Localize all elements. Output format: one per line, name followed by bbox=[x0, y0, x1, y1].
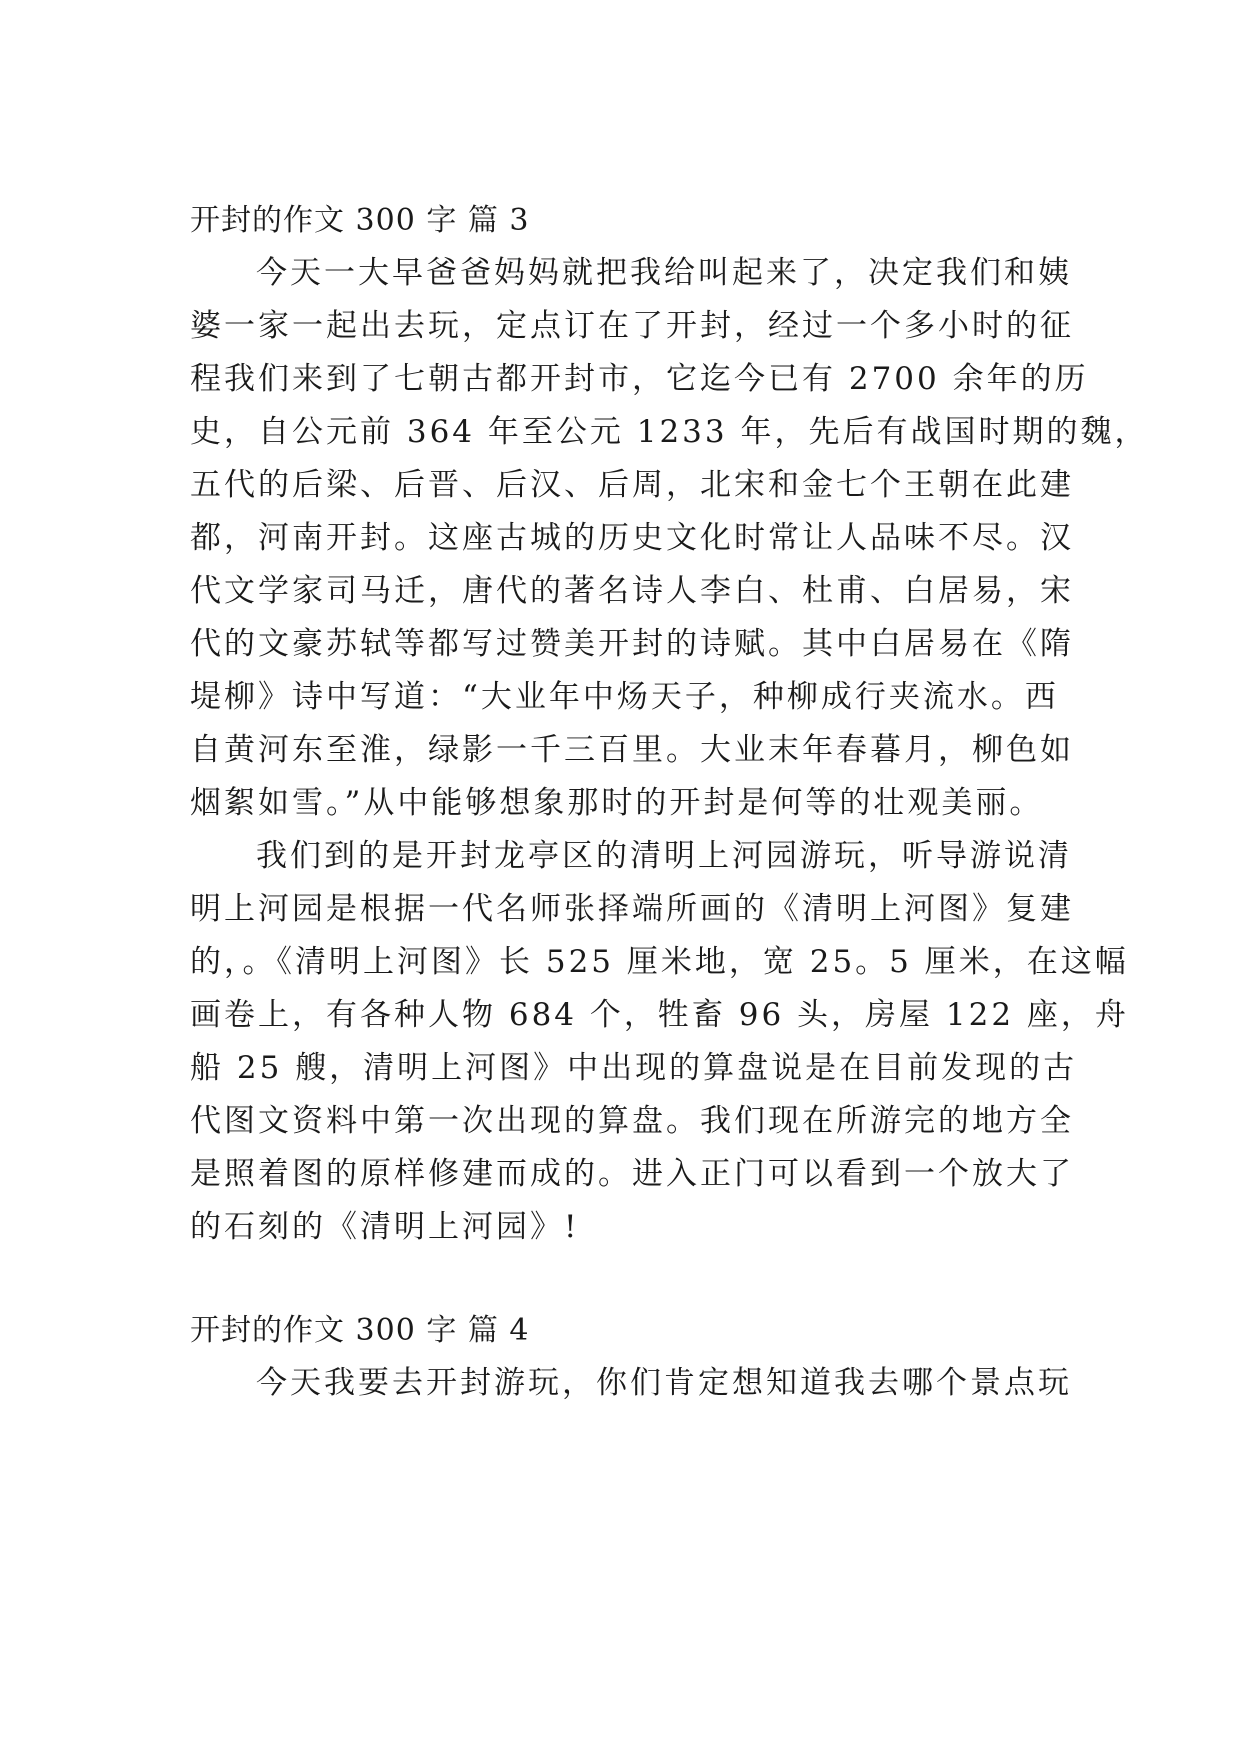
section-heading: 开封的作文 300 字 篇 4 bbox=[190, 1313, 530, 1348]
paragraph-line: 史，自公元前 364 年至公元 1233 年，先后有战国时期的魏， bbox=[190, 414, 1149, 450]
paragraph-line: 明上河园是根据一代名师张择端所画的《清明上河图》复建 bbox=[190, 891, 1074, 927]
paragraph-line: 的，。《清明上河图》长 525 厘米地，宽 25。5 厘米，在这幅 bbox=[190, 944, 1129, 980]
paragraph-line: 今天我要去开封游玩，你们肯定想知道我去哪个景点玩 bbox=[256, 1365, 1072, 1401]
paragraph-line: 代的文豪苏轼等都写过赞美开封的诗赋。其中白居易在《隋 bbox=[190, 626, 1074, 662]
paragraph-line: 烟絮如雪。”从中能够想象那时的开封是何等的壮观美丽。 bbox=[190, 785, 1044, 821]
paragraph-line: 婆一家一起出去玩，定点订在了开封，经过一个多小时的征 bbox=[190, 308, 1074, 344]
paragraph-line: 船 25 艘，清明上河图》中出现的算盘说是在目前发现的古 bbox=[190, 1050, 1078, 1086]
paragraph-line: 的石刻的《清明上河园》! bbox=[190, 1209, 580, 1245]
paragraph-line: 代文学家司马迁，唐代的著名诗人李白、杜甫、白居易，宋 bbox=[190, 573, 1074, 609]
paragraph-line: 是照着图的原样修建而成的。进入正门可以看到一个放大了 bbox=[190, 1156, 1074, 1192]
paragraph-line: 画卷上，有各种人物 684 个，牲畜 96 头，房屋 122 座，舟 bbox=[190, 997, 1129, 1033]
paragraph-line: 自黄河东至淮，绿影一千三百里。大业末年春暮月，柳色如 bbox=[190, 732, 1074, 768]
paragraph-line: 代图文资料中第一次出现的算盘。我们现在所游完的地方全 bbox=[190, 1103, 1074, 1139]
paragraph-line: 五代的后梁、后晋、后汉、后周，北宋和金七个王朝在此建 bbox=[190, 467, 1074, 503]
paragraph-line: 都，河南开封。这座古城的历史文化时常让人品味不尽。汉 bbox=[190, 520, 1074, 556]
paragraph-line: 堤柳》诗中写道：“大业年中炀天子，种柳成行夹流水。西 bbox=[190, 679, 1059, 715]
paragraph-line: 程我们来到了七朝古都开封市，它迄今已有 2700 余年的历 bbox=[190, 361, 1089, 397]
paragraph-line: 我们到的是开封龙亭区的清明上河园游玩，听导游说清 bbox=[256, 838, 1072, 874]
section-heading: 开封的作文 300 字 篇 3 bbox=[190, 203, 530, 238]
paragraph-line: 今天一大早爸爸妈妈就把我给叫起来了，决定我们和姨 bbox=[256, 255, 1072, 291]
